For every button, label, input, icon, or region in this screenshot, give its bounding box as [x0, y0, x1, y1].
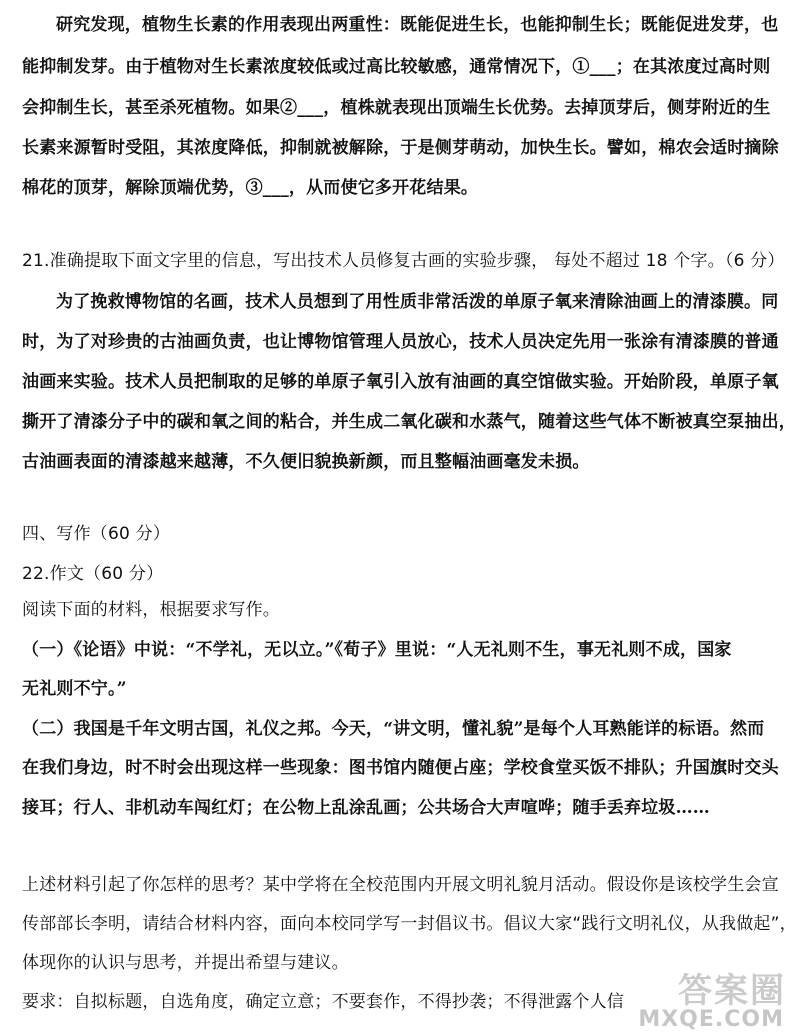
q21-line-1: 为了挽救博物馆的名画，技术人员想到了用性质非常活泼的单原子氧来清除油画上的清漆膜。同 — [56, 292, 779, 312]
q22-title: 22.作文（60 分） — [22, 564, 164, 584]
watermark-sub-text: MXQE.COM — [638, 1007, 784, 1032]
material1-line-2: 无礼则不宁。” — [22, 679, 127, 699]
para1-line-1: 研究发现，植物生长素的作用表现出两重性：既能促进生长，也能抑制生长；既能促进发芽，也 — [56, 15, 779, 35]
section4-title: 四、写作（60 分） — [22, 524, 171, 544]
material2-line-3: 接耳；行人、非机动车闯红灯；在公物上乱涂乱画；公共场合大声喧哗；随手丢弃垃圾…… — [22, 798, 710, 818]
task-line-3: 体现你的认识与思考，并提出希望与建议。 — [22, 953, 349, 973]
para1-line-2: 能抑制发芽。由于植物对生长素浓度较低或过高比较敏感，通常情况下，①___；在其浓度过高时则 — [22, 57, 771, 77]
q21-title: 21.准确提取下面文字里的信息，写出技术人员修复古画的实验步骤， 每处不超过 18 个字。（6 分） — [22, 251, 785, 271]
task-line-2: 传部部长李明，请结合材料内容，面向本校同学写一封倡议书。倡议大家“践行文明礼仪，从我做起”， — [22, 914, 797, 934]
para1-line-3: 会抑制生长，甚至杀死植物。如果②___，植株就表现出顶端生长优势。去掉顶芽后，侧芽附近的生 — [22, 98, 771, 118]
watermark-main-text: 答案圈 — [678, 971, 786, 1011]
q21-line-2: 时，为了对珍贵的古油画负责，也让博物馆管理人员放心，技术人员决定先用一张涂有清漆膜的普通 — [22, 332, 779, 352]
q21-line-4: 撕开了清漆分子中的碳和氧之间的粘合，并生成二氧化碳和水蒸气，随着这些气体不断被真空泵抽出， — [22, 412, 796, 432]
material2-line-2: 在我们身边，时不时会出现这样一些现象：图书馆内随便占座；学校食堂买饭不排队；升国旗时交头 — [22, 758, 779, 778]
para1-line-5: 棉花的顶芽，解除顶端优势，③___，从而使它多开花结果。 — [22, 178, 479, 198]
watermark-logo — [616, 962, 796, 1032]
q21-line-5: 古油画表面的清漆越来越薄，不久便旧貌换新颜，而且整幅油画毫发未损。 — [22, 452, 590, 472]
task-line-1: 上述材料引起了你怎样的思考？某中学将在全校范围内开展文明礼貌月活动。假设你是该校学生会宣 — [22, 875, 779, 895]
q22-intro: 阅读下面的材料，根据要求写作。 — [22, 600, 280, 620]
requirements-line: 要求：自拟标题，自选角度，确定立意；不要套作，不得抄袭；不得泄露个人信 — [22, 992, 624, 1012]
q21-line-3: 油画来实验。技术人员把制取的足够的单原子氧引入放有油画的真空馆做实验。开始阶段，单原子氧 — [22, 372, 779, 392]
material1-line-1: （一）《论语》中说：“不学礼，无以立。”《荀子》里说：“人无礼则不生，事无礼则不成，国家 — [22, 640, 732, 660]
para1-line-4: 长素来源暂时受阻，其浓度降低，抑制就被解除，于是侧芽萌动，加快生长。譬如，棉农会适时摘除 — [22, 138, 779, 158]
material2-line-1: （二）我国是千年文明古国，礼仪之邦。今天，“讲文明，懂礼貌”是每个人耳熟能详的标语。然而 — [22, 719, 765, 739]
